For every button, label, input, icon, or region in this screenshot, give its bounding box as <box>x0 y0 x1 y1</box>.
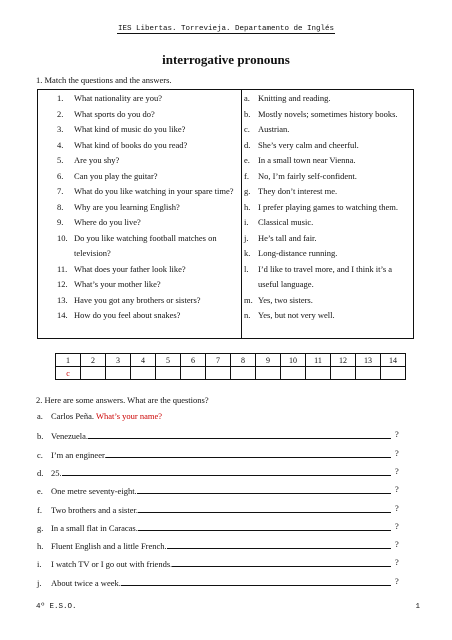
question-text: Do you like watching football matches on <box>74 232 217 243</box>
grid-answer-cell[interactable] <box>131 367 156 380</box>
answer-blank[interactable] <box>88 429 391 439</box>
question-line <box>37 484 417 497</box>
page-number: 1 <box>415 603 420 611</box>
grid-number-row <box>56 354 406 367</box>
answer-text: They don’t interest me. <box>258 186 338 196</box>
given-answer: Venezuela. <box>51 431 89 442</box>
answer-text: In a small town near Vienna. <box>258 155 356 165</box>
item-letter: j. <box>37 577 42 588</box>
grid-answer-cell[interactable] <box>331 367 356 380</box>
question-line <box>37 576 417 589</box>
question-number: 13. <box>57 294 68 305</box>
question-text: Why are you learning English? <box>74 201 180 212</box>
footer-course: 4º E.S.O. <box>36 603 77 611</box>
question-number: 14. <box>57 310 68 320</box>
question-number: 8. <box>57 201 64 212</box>
answer-number: c. <box>244 124 250 134</box>
question-text: What kind of music do you like? <box>74 124 186 134</box>
question-text: What sports do you do? <box>74 108 155 119</box>
question-text: What do you like watching in your spare time? <box>74 186 234 196</box>
question-mark: ? <box>395 447 399 458</box>
given-answer: I’m an engineer. <box>51 449 107 460</box>
item-letter: e. <box>37 486 43 497</box>
given-answer: Fluent English and a little French. <box>51 541 167 552</box>
question-line <box>37 539 417 552</box>
answer-number: n. <box>244 310 251 320</box>
question-mark: ? <box>395 484 399 495</box>
answer-text: No, I’m fairly self-confident. <box>258 170 357 181</box>
question-mark: ? <box>395 465 399 476</box>
question-number: 11. <box>57 263 68 274</box>
question-number: 3. <box>57 124 64 134</box>
question-text: What’s your mother like? <box>74 279 161 289</box>
question-number: 5. <box>57 155 64 165</box>
grid-answer-cell[interactable] <box>106 367 131 380</box>
question-mark: ? <box>395 520 399 531</box>
answer-number: a. <box>244 93 250 103</box>
question-line <box>37 521 417 534</box>
answer-text: Classical music. <box>258 217 314 227</box>
answer-number: d. <box>244 139 251 150</box>
grid-number-cell: 10 <box>281 354 306 367</box>
grid-number-cell: 4 <box>131 354 156 367</box>
question-line <box>37 411 417 422</box>
question-number: 1. <box>57 93 64 103</box>
given-answer: Two brothers and a sister. <box>51 504 138 515</box>
item-letter: g. <box>37 522 44 533</box>
example-question: What’s your name? <box>95 411 163 421</box>
given-answer: One metre seventy-eight. <box>51 486 137 497</box>
given-answer: 25. <box>51 467 62 478</box>
question-number: 9. <box>57 217 64 227</box>
question-number: 2. <box>57 108 64 119</box>
given-answer: In a small flat in Caracas. <box>51 522 138 533</box>
grid-answer-cell[interactable] <box>256 367 281 380</box>
question-number: 10. <box>57 232 68 243</box>
exercise-2-instruction: 2. Here are some answers. What are the questions? <box>36 395 209 405</box>
question-mark: ? <box>395 502 399 513</box>
answer-blank[interactable] <box>121 576 391 586</box>
question-mark: ? <box>395 539 399 550</box>
grid-answer-cell[interactable] <box>356 367 381 380</box>
answer-text: Austrian. <box>258 124 290 134</box>
answer-blank[interactable] <box>138 503 391 513</box>
grid-number-cell: 9 <box>256 354 281 367</box>
question-text: Have you got any brothers or sisters? <box>74 294 201 305</box>
answer-number: l. <box>244 263 249 274</box>
grid-answer-cell[interactable] <box>231 367 256 380</box>
answer-number: f. <box>244 170 249 181</box>
answer-number: j. <box>244 232 249 243</box>
exercise-1-instruction: 1. Match the questions and the answers. <box>36 75 172 85</box>
grid-answer-cell[interactable] <box>281 367 306 380</box>
answer-number: h. <box>244 201 251 212</box>
grid-answer-cell[interactable]: c <box>56 367 81 380</box>
page-header <box>0 25 452 33</box>
grid-number-cell: 13 <box>356 354 381 367</box>
question-number: 4. <box>57 139 64 150</box>
answer-blank[interactable] <box>167 539 391 549</box>
answer-text: Yes, but not very well. <box>258 310 335 320</box>
question-line <box>37 429 417 442</box>
item-letter: a. <box>37 411 43 421</box>
item-letter: c. <box>37 449 43 460</box>
answer-text: He’s tall and fair. <box>258 232 317 243</box>
answer-text: Yes, two sisters. <box>258 294 313 305</box>
question-text: What kind of books do you read? <box>74 139 188 150</box>
grid-answer-row <box>56 367 406 380</box>
answer-blank[interactable] <box>106 448 391 458</box>
answer-text: Mostly novels; sometimes history books. <box>258 108 398 119</box>
answer-blank[interactable] <box>172 557 391 567</box>
question-text: Where do you live? <box>74 217 141 227</box>
item-letter: h. <box>37 541 44 552</box>
grid-number-cell: 7 <box>206 354 231 367</box>
question-mark: ? <box>395 557 399 568</box>
question-number: 6. <box>57 170 64 181</box>
grid-number-cell: 1 <box>56 354 81 367</box>
answer-text: Long-distance running. <box>258 248 338 258</box>
question-number: 12. <box>57 279 68 289</box>
answer-blank[interactable] <box>137 484 391 494</box>
question-line <box>37 503 417 516</box>
answer-number: i. <box>244 217 249 227</box>
answer-text: Knitting and reading. <box>258 93 331 103</box>
grid-number-cell: 14 <box>381 354 406 367</box>
page-footer <box>36 603 420 611</box>
question-line <box>37 466 417 479</box>
item-letter: f. <box>37 504 42 515</box>
question-mark: ? <box>395 429 399 440</box>
question-line <box>37 557 417 570</box>
page-title: interrogative pronouns <box>162 52 290 67</box>
answer-number: e. <box>244 155 250 165</box>
grid-number-cell: 6 <box>181 354 206 367</box>
answer-text: I prefer playing games to watching them. <box>258 201 398 212</box>
header-text: IES Libertas. Torrevieja. Departamento de Inglés <box>117 25 335 33</box>
grid-answer-cell[interactable] <box>381 367 406 380</box>
table-divider <box>241 90 242 338</box>
grid-number-cell: 11 <box>306 354 331 367</box>
given-answer: About twice a week. <box>51 577 121 588</box>
grid-number-cell: 2 <box>81 354 106 367</box>
matching-table <box>37 89 414 339</box>
given-answer: Carlos Peña. <box>51 411 94 421</box>
item-letter: d. <box>37 467 44 478</box>
question-text: Are you shy? <box>74 155 120 165</box>
grid-number-cell: 3 <box>106 354 131 367</box>
given-answer: I watch TV or I go out with friends. <box>51 559 173 570</box>
question-mark: ? <box>395 575 399 586</box>
question-text: television? <box>74 248 111 258</box>
answer-number: g. <box>244 186 251 196</box>
answer-grid <box>55 353 406 380</box>
answer-text: I’d like to travel more, and I think it’s a <box>258 263 393 274</box>
grid-number-cell: 5 <box>156 354 181 367</box>
grid-answer-cell[interactable] <box>306 367 331 380</box>
grid-number-cell: 12 <box>331 354 356 367</box>
answer-blank[interactable] <box>138 521 391 531</box>
grid-answer-cell[interactable] <box>206 367 231 380</box>
item-letter: b. <box>37 431 44 442</box>
question-text: What nationality are you? <box>74 93 163 103</box>
answer-number: b. <box>244 108 251 119</box>
question-text: What does your father look like? <box>74 263 186 274</box>
grid-answer-cell[interactable] <box>181 367 206 380</box>
answer-text: She’s very calm and cheerful. <box>258 139 359 150</box>
question-text: How do you feel about snakes? <box>74 310 181 320</box>
answer-number: k. <box>244 248 251 258</box>
grid-answer-cell[interactable] <box>81 367 106 380</box>
grid-number-cell: 8 <box>231 354 256 367</box>
item-letter: i. <box>37 559 42 570</box>
question-text: Can you play the guitar? <box>74 170 158 181</box>
answer-blank[interactable] <box>62 466 391 476</box>
answer-text: useful language. <box>258 279 314 289</box>
grid-answer-cell[interactable] <box>156 367 181 380</box>
answer-number: m. <box>244 294 253 305</box>
question-line <box>37 448 417 461</box>
question-number: 7. <box>57 186 64 196</box>
